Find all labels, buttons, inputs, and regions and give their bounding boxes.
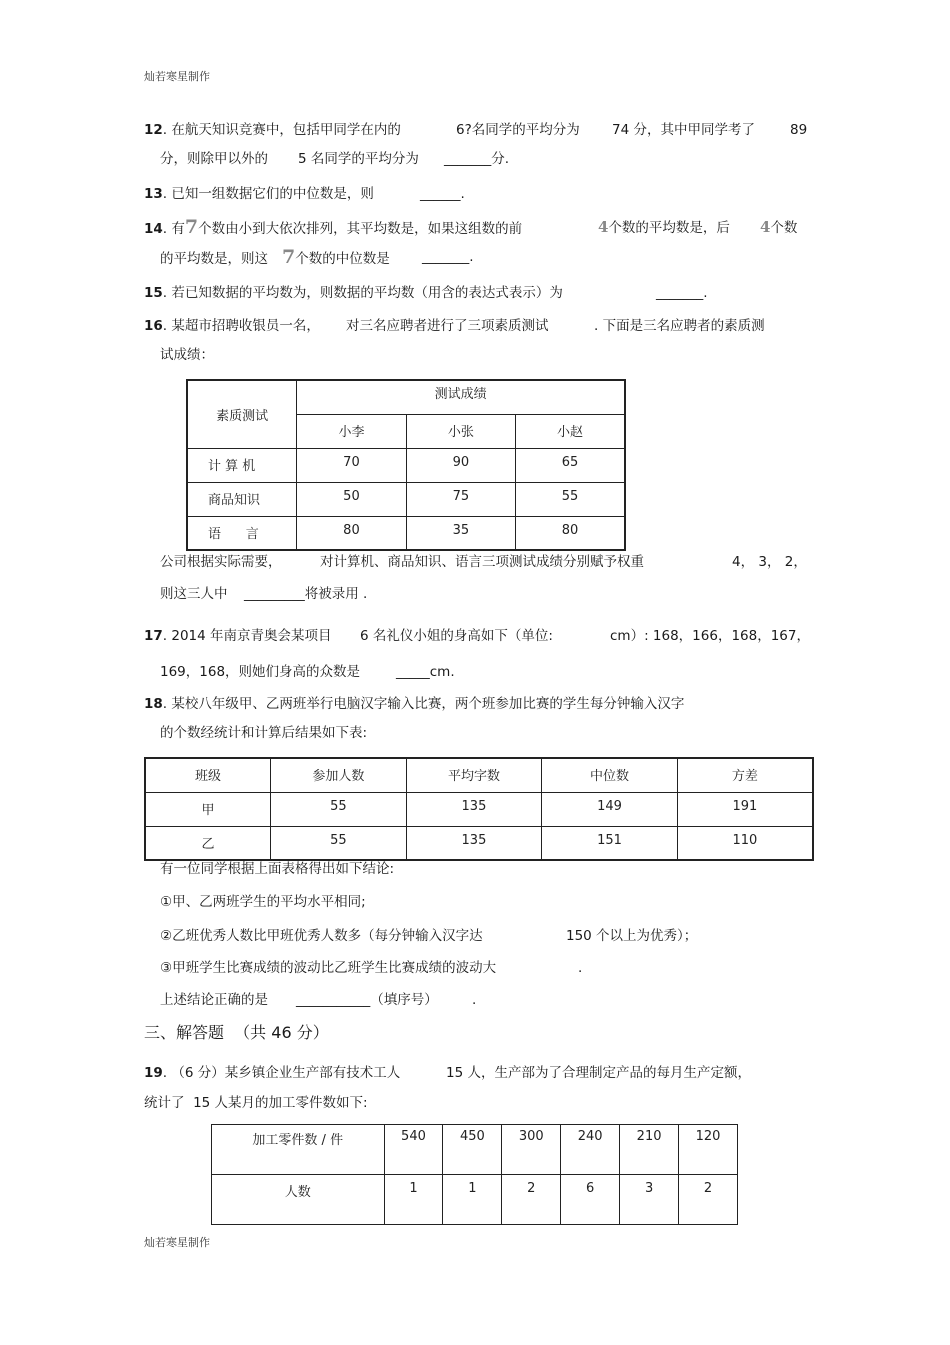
digit-7-image: 7	[184, 216, 199, 238]
q12-line1-a: . 在航天知识竞赛中，包括甲同学在内的	[162, 122, 401, 138]
q12-blank: _______分.	[444, 151, 510, 167]
table-cell: 149	[542, 792, 678, 826]
table-cell: 35	[406, 516, 515, 550]
q17-blank: _____cm.	[396, 664, 455, 680]
digit-4-image: 4	[598, 218, 609, 236]
table-cell: 151	[542, 826, 678, 860]
q16-after2-a: 则这三人中	[160, 586, 228, 602]
table-cell: 55	[271, 826, 407, 860]
q16-line1-b: 对三名应聘者进行了三项素质测试	[346, 318, 549, 334]
q18-conclusion-3a: ③甲班学生比赛成绩的波动比乙班学生比赛成绩的波动大	[160, 960, 497, 976]
q17-line1-b: 6 名礼仪小姐的身高如下（单位:	[360, 628, 553, 644]
table-cell: 1	[384, 1175, 443, 1225]
q17-line2: 169，168，则她们身高的众数是	[160, 664, 361, 680]
q18-line2: 的个数经统计和计算后结果如下表:	[160, 725, 368, 741]
table-cell: 语 言	[187, 516, 297, 550]
table-cell: 70	[297, 448, 406, 482]
table-cell: 计 算 机	[187, 448, 297, 482]
question-number: 15	[144, 285, 163, 301]
q12-line1-c: 74 分，其中甲同学考了	[612, 122, 755, 138]
table-header: 方差	[677, 758, 813, 792]
question-number: 18	[144, 696, 163, 712]
q16-weights: 4， 3， 2，	[732, 554, 807, 570]
q18-conclusion-2b: 150 个以上为优秀）；	[566, 928, 698, 944]
table-cell: 1	[443, 1175, 502, 1225]
table-cell: 乙	[145, 826, 271, 860]
header-watermark: 灿若寒星制作	[144, 70, 210, 83]
table-header: 中位数	[542, 758, 678, 792]
table-row	[145, 826, 813, 860]
q13-text: . 已知一组数据它们的中位数是，则	[162, 186, 374, 202]
table-cell: 191	[677, 792, 813, 826]
q13-blank: ______.	[420, 186, 465, 202]
table-header: 班级	[145, 758, 271, 792]
q14-line1-d: 个数	[770, 220, 798, 236]
q16-line2: 试成绩：	[160, 347, 214, 363]
q16-after-a: 公司根据实际需要，	[160, 554, 282, 570]
q16-score-table	[186, 379, 626, 551]
table-row	[187, 448, 625, 482]
question-number: 14	[144, 221, 163, 237]
table-cell: 110	[677, 826, 813, 860]
question-number: 19	[144, 1065, 163, 1081]
q18-answer-a: 上述结论正确的是	[160, 992, 268, 1008]
q14-line1-b: 个数由小到大依次排列，其平均数是，如果这组数的前	[198, 221, 523, 237]
question-number: 16	[144, 318, 163, 334]
table-header: 参加人数	[271, 758, 407, 792]
table-row	[187, 516, 625, 550]
table-cell: 450	[443, 1125, 502, 1175]
table-cell: 90	[406, 448, 515, 482]
table-row	[187, 482, 625, 516]
table-cell: 75	[406, 482, 515, 516]
table-cell: 80	[297, 516, 406, 550]
q18-line1: . 某校八年级甲、乙两班举行电脑汉字输入比赛，两个班参加比赛的学生每分钟输入汉字	[162, 696, 685, 712]
q19-line1-a: . （6 分）某乡镇企业生产部有技术工人	[162, 1065, 401, 1081]
table-cell: 甲	[145, 792, 271, 826]
q19-line1-b: 15 人，生产部为了合理制定产品的每月生产定额，	[446, 1065, 751, 1081]
table-cell: 65	[516, 448, 625, 482]
digit-4-image: 4	[760, 218, 771, 236]
q14-line1-c: 个数的平均数是，后	[608, 220, 730, 236]
q18-conclusion-2a: ②乙班优秀人数比甲班优秀人数多（每分钟输入汉字达	[160, 928, 483, 944]
table-cell: 3	[620, 1175, 679, 1225]
table-cell: 55	[516, 482, 625, 516]
q12-line2-a: 分，则除甲以外的	[160, 151, 268, 167]
q15-text: . 若已知数据的平均数为，则数据的平均数（用含的表达式表示）为	[162, 285, 563, 301]
table-cell: 300	[502, 1125, 561, 1175]
table-cell: 2	[679, 1175, 738, 1225]
q16-blank: _________将被录用 .	[244, 586, 368, 602]
q18-blank: ___________（填序号）	[296, 992, 438, 1008]
question-number: 13	[144, 186, 163, 202]
table-cell: 135	[406, 792, 542, 826]
table-header: 人数	[212, 1175, 385, 1225]
q17-line1-a: . 2014 年南京青奥会某项目	[162, 628, 332, 644]
table-cell: 2	[502, 1175, 561, 1225]
table-cell: 135	[406, 826, 542, 860]
q16-line1-c: . 下面是三名应聘者的素质测	[594, 318, 765, 334]
q12-line2-b: 5 名同学的平均分为	[298, 151, 419, 167]
q15-blank: _______.	[656, 285, 708, 301]
q18-answer-end: .	[472, 992, 477, 1008]
q17-line1-c: cm）: 168，166，168，167，	[610, 628, 810, 644]
table-header: 小李	[297, 414, 406, 448]
q14-line2-b: 个数的中位数是	[295, 251, 390, 267]
table-cell: 120	[679, 1125, 738, 1175]
q12-line1-b: 6?名同学的平均分为	[456, 122, 580, 138]
table-cell: 商品知识	[187, 482, 297, 516]
table-row	[145, 792, 813, 826]
table-cell: 210	[620, 1125, 679, 1175]
q16-line1-a: . 某超市招聘收银员一名，	[162, 318, 320, 334]
table-cell: 540	[384, 1125, 443, 1175]
table-header: 平均字数	[406, 758, 542, 792]
table-header: 加工零件数 / 件	[212, 1125, 385, 1175]
q19-parts-table	[211, 1124, 738, 1225]
table-header: 测试成绩	[297, 380, 625, 414]
table-row	[212, 1175, 738, 1225]
table-header: 小赵	[516, 414, 625, 448]
footer-watermark: 灿若寒星制作	[144, 1236, 210, 1249]
table-cell: 80	[516, 516, 625, 550]
table-row	[212, 1125, 738, 1175]
table-cell: 50	[297, 482, 406, 516]
question-number: 12	[144, 122, 163, 138]
q18-conclusion-1: ①甲、乙两班学生的平均水平相同;	[160, 894, 366, 910]
question-number: 17	[144, 628, 163, 644]
q19-line2: 统计了 15 人某月的加工零件数如下:	[144, 1095, 368, 1111]
table-cell: 55	[271, 792, 407, 826]
q18-stats-table	[144, 757, 814, 861]
digit-7-image: 7	[282, 246, 296, 268]
table-cell: 240	[561, 1125, 620, 1175]
section-title: 三、解答题 （共 46 分）	[144, 1023, 329, 1042]
q18-conclusion-3b: .	[578, 960, 583, 976]
table-header: 素质测试	[187, 380, 297, 448]
table-header: 小张	[406, 414, 515, 448]
q18-conclusion-intro: 有一位同学根据上面表格得出如下结论:	[160, 861, 395, 877]
q14-blank: _______.	[422, 249, 474, 265]
q12-line1-d: 89	[790, 122, 808, 138]
q14-line2-a: 的平均数是，则这	[160, 251, 268, 267]
q16-after-b: 对计算机、商品知识、语言三项测试成绩分别赋予权重	[320, 554, 644, 570]
q14-line1-a: . 有	[162, 221, 185, 237]
table-cell: 6	[561, 1175, 620, 1225]
